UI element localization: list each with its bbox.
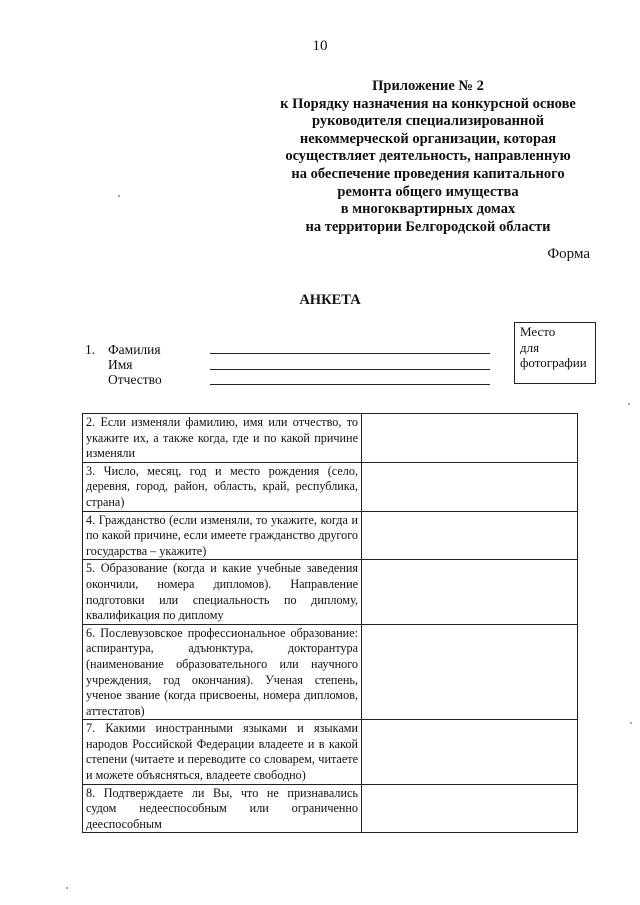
appendix-line: на обеспечение проведения капитального bbox=[291, 165, 565, 182]
answer-cell[interactable] bbox=[362, 511, 578, 560]
scan-speck bbox=[118, 195, 120, 197]
photo-box-line: фотографии bbox=[520, 355, 587, 370]
form-label: Форма bbox=[547, 246, 590, 262]
answer-cell[interactable] bbox=[362, 784, 578, 833]
surname-field[interactable] bbox=[210, 353, 490, 354]
question-cell: 7. Какими иностранными языками и языками народов Российской Федерации владеете и в какой степени (читаете и переводите со словарем, читаете и можете объясняться, владеете свободно) bbox=[83, 720, 362, 784]
table-row bbox=[83, 462, 578, 511]
appendix-header bbox=[268, 78, 588, 236]
table-row bbox=[83, 511, 578, 560]
table-row bbox=[83, 624, 578, 720]
question-cell: 4. Гражданство (если изменяли, то укажите, когда и по какой причине, если имеете гражданство другого государства – укажите) bbox=[83, 511, 362, 560]
appendix-line: ремонта общего имущества bbox=[337, 183, 519, 200]
questionnaire-table bbox=[82, 413, 578, 833]
answer-cell[interactable] bbox=[362, 560, 578, 624]
scan-speck bbox=[628, 403, 630, 405]
answer-cell[interactable] bbox=[362, 462, 578, 511]
patronymic-label: Отчество bbox=[108, 372, 162, 387]
answer-cell[interactable] bbox=[362, 720, 578, 784]
scan-speck bbox=[630, 722, 632, 724]
appendix-line: к Порядку назначения на конкурсной основе bbox=[280, 95, 576, 112]
question-cell: 2. Если изменяли фамилию, имя или отчество, то укажите их, а также когда, где и по какой причине изменяли bbox=[83, 414, 362, 463]
photo-placeholder bbox=[514, 322, 596, 384]
question-cell: 8. Подтверждаете ли Вы, что не признавались судом недееспособным или ограниченно дееспособным bbox=[83, 784, 362, 833]
appendix-line: Приложение № 2 bbox=[372, 78, 484, 94]
table-row bbox=[83, 560, 578, 624]
patronymic-field[interactable] bbox=[210, 384, 490, 385]
personal-number: 1. bbox=[85, 342, 96, 357]
answer-cell[interactable] bbox=[362, 414, 578, 463]
appendix-line: осуществляет деятельность, направленную bbox=[285, 148, 571, 165]
name-field[interactable] bbox=[210, 369, 490, 370]
table-row bbox=[83, 720, 578, 784]
photo-box-line: Место bbox=[520, 324, 556, 339]
appendix-line: на территории Белгородской области bbox=[305, 218, 551, 235]
scan-speck bbox=[66, 887, 68, 889]
question-cell: 5. Образование (когда и какие учебные заведения окончили, номера дипломов). Направление подготовки или специальность по диплому, квалификация по диплому bbox=[83, 560, 362, 624]
answer-cell[interactable] bbox=[362, 624, 578, 720]
appendix-line: в многоквартирных домах bbox=[340, 201, 516, 218]
table-row bbox=[83, 414, 578, 463]
surname-label: Фамилия bbox=[108, 342, 161, 357]
photo-box-line: для bbox=[520, 339, 540, 355]
appendix-line: руководителя специализированной bbox=[312, 113, 544, 130]
question-cell: 3. Число, месяц, год и место рождения (село, деревня, город, район, область, край, республика, страна) bbox=[83, 462, 362, 511]
document-title: АНКЕТА bbox=[299, 292, 361, 308]
question-cell: 6. Послевузовское профессиональное образование: аспирантура, адъюнктура, докторантура (наименование образовательного или научного учреждения, год окончания). Ученая степень, ученое звание (когда присвоены, номера дипломов, аттестатов) bbox=[83, 624, 362, 720]
name-label: Имя bbox=[108, 357, 133, 372]
page-number: 10 bbox=[312, 38, 328, 54]
appendix-line: некоммерческой организации, которая bbox=[299, 130, 557, 147]
table-row bbox=[83, 784, 578, 833]
